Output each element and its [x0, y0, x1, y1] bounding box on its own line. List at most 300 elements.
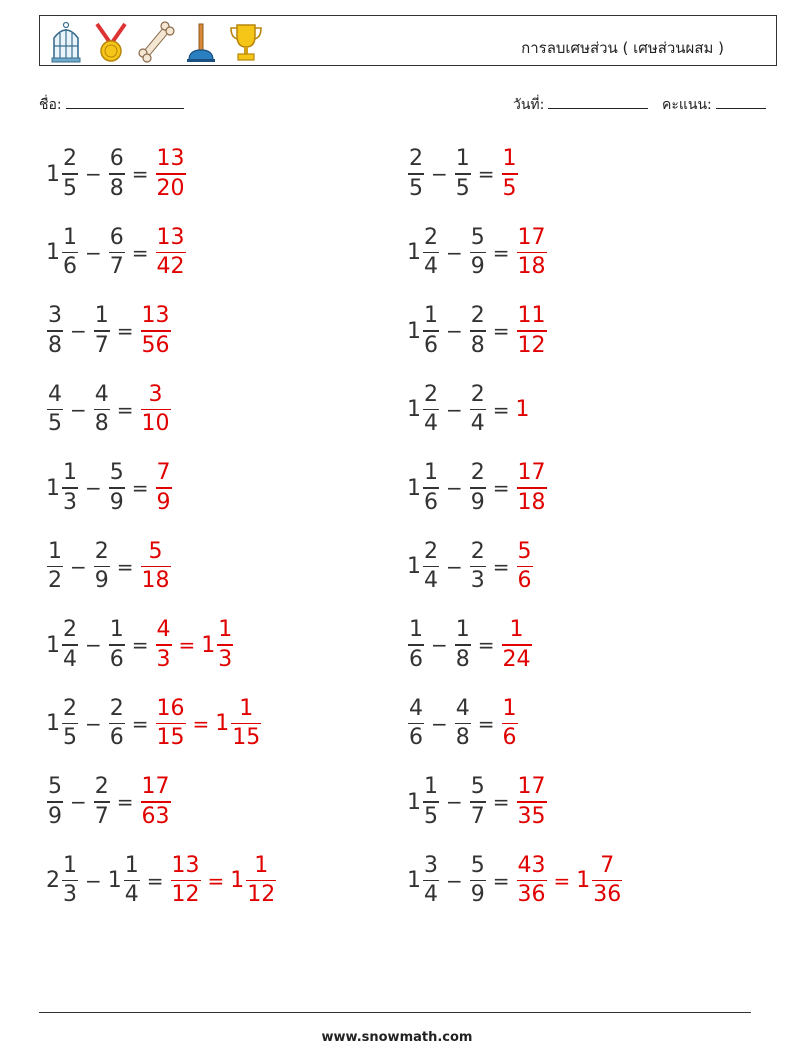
fraction	[94, 305, 110, 357]
denominator: 6	[109, 725, 124, 751]
fraction-bar	[455, 644, 471, 646]
numerator: 1	[455, 146, 470, 172]
numerator: 16	[156, 695, 185, 721]
fraction-bar	[423, 566, 439, 568]
fraction	[517, 538, 533, 594]
minus-sign: −	[70, 319, 87, 343]
fraction-bar	[62, 880, 78, 882]
numerator: 2	[63, 146, 77, 172]
numerator: 13	[141, 303, 170, 329]
equals-sign: =	[492, 397, 510, 422]
fraction-bar	[470, 566, 486, 568]
denominator: 6	[63, 254, 77, 280]
denominator: 6	[517, 568, 532, 594]
denominator: 5	[502, 175, 517, 201]
numerator: 2	[470, 303, 485, 329]
answer	[501, 148, 519, 200]
numerator: 1	[509, 617, 524, 643]
fraction	[62, 462, 78, 514]
denominator: 8	[455, 725, 470, 751]
denominator: 3	[63, 489, 77, 515]
fraction	[470, 381, 486, 437]
problem-item	[46, 299, 172, 363]
denominator: 7	[109, 254, 124, 280]
fraction	[423, 462, 439, 514]
fraction	[517, 224, 547, 280]
equals-sign: =	[131, 711, 149, 736]
numerator: 43	[517, 852, 546, 878]
equals-sign: =	[553, 868, 571, 893]
denominator: 3	[218, 646, 233, 672]
numerator: 13	[156, 224, 185, 250]
denominator: 6	[424, 332, 438, 358]
fraction	[62, 695, 78, 751]
denominator: 2	[48, 568, 62, 594]
fraction-bar	[408, 644, 424, 646]
trophy-icon	[226, 20, 266, 64]
fraction-bar	[141, 801, 171, 803]
answer	[140, 305, 172, 357]
numerator: 5	[148, 538, 163, 564]
answer	[155, 224, 187, 280]
numerator: 1	[502, 146, 517, 172]
answer	[155, 619, 235, 671]
equals-sign: =	[131, 633, 149, 657]
numerator: 7	[600, 852, 615, 878]
fraction-bar	[94, 409, 110, 411]
numerator: 2	[109, 695, 124, 721]
numerator: 17	[517, 460, 546, 486]
equals-sign: =	[492, 554, 510, 579]
numerator: 1	[218, 617, 233, 643]
denominator: 12	[517, 332, 546, 358]
score-blank	[716, 94, 766, 109]
whole-number: 1	[46, 711, 60, 736]
equals-sign: =	[192, 711, 210, 736]
numerator: 4	[455, 695, 470, 721]
equals-sign: =	[477, 633, 495, 657]
fraction	[47, 776, 63, 828]
fraction-bar	[109, 487, 125, 489]
fraction	[94, 538, 110, 594]
whole-number: 1	[46, 632, 60, 658]
minus-sign: −	[431, 633, 448, 657]
whole-number: 1	[215, 711, 230, 736]
fraction	[124, 852, 140, 908]
problem-item	[46, 770, 172, 834]
problem-item	[407, 613, 533, 677]
denominator: 56	[141, 332, 170, 358]
answer	[155, 462, 173, 514]
fraction-bar	[470, 409, 486, 411]
numerator: 1	[124, 852, 139, 878]
denominator: 7	[94, 332, 109, 358]
problem-item	[407, 299, 548, 363]
fraction	[156, 462, 172, 514]
numerator: 2	[470, 538, 485, 564]
equals-sign: =	[116, 554, 134, 579]
fraction-bar	[517, 487, 547, 489]
whole-number: 1	[407, 789, 421, 815]
numerator: 1	[63, 460, 77, 486]
numerator: 2	[424, 381, 438, 407]
answer	[155, 695, 263, 751]
denominator: 5	[424, 803, 438, 829]
fraction	[517, 852, 547, 908]
birdcage-icon	[46, 20, 86, 64]
problem-item	[407, 535, 534, 599]
problem-item	[46, 456, 173, 520]
denominator: 4	[424, 882, 438, 908]
denominator: 9	[470, 882, 485, 908]
fraction-bar	[423, 330, 439, 332]
fraction-bar	[156, 487, 172, 489]
fraction-bar	[94, 330, 110, 332]
numerator: 13	[171, 852, 200, 878]
whole-number: 1	[107, 868, 122, 893]
problem-item	[46, 142, 187, 206]
numerator: 5	[470, 852, 485, 878]
answer	[516, 462, 548, 514]
minus-sign: −	[446, 240, 463, 265]
denominator: 3	[470, 568, 485, 594]
numerator: 7	[156, 460, 171, 486]
name-field	[39, 94, 184, 116]
denominator: 4	[63, 646, 77, 672]
fraction	[62, 619, 78, 671]
fraction	[423, 776, 439, 828]
minus-sign: −	[431, 711, 448, 736]
header-icons	[46, 20, 266, 64]
minus-sign: −	[431, 162, 448, 186]
whole-number: 1	[407, 868, 421, 893]
numerator: 2	[94, 538, 109, 564]
denominator: 8	[48, 332, 62, 358]
numerator: 17	[141, 774, 170, 800]
numerator: 2	[470, 460, 485, 486]
fraction-bar	[141, 330, 171, 332]
denominator: 18	[517, 254, 546, 280]
date-blank	[548, 94, 648, 109]
numerator: 1	[48, 538, 62, 564]
denominator: 35	[517, 803, 546, 829]
whole-number: 2	[46, 868, 60, 893]
numerator: 1	[424, 774, 438, 800]
fraction	[423, 224, 439, 280]
fraction	[455, 695, 471, 751]
denominator: 4	[424, 411, 438, 437]
numerator: 6	[109, 224, 124, 250]
denominator: 9	[48, 803, 62, 829]
denominator: 15	[232, 725, 261, 751]
denominator: 6	[409, 725, 423, 751]
answer	[516, 305, 548, 357]
problem-item	[46, 613, 234, 677]
problem-item	[46, 378, 172, 442]
numerator: 2	[94, 774, 109, 800]
answer-whole: 1	[515, 397, 530, 422]
equals-sign: =	[116, 790, 134, 814]
equals-sign: =	[477, 162, 495, 186]
name-blank	[66, 94, 184, 109]
fraction	[470, 538, 486, 594]
denominator: 10	[141, 411, 170, 437]
numerator: 5	[517, 538, 532, 564]
fraction-bar	[109, 252, 125, 254]
fraction	[141, 381, 171, 437]
numerator: 4	[156, 617, 171, 643]
fraction-bar	[517, 801, 547, 803]
whole-number: 1	[407, 318, 421, 344]
numerator: 5	[470, 774, 485, 800]
medal-icon	[91, 20, 131, 64]
fraction	[47, 305, 63, 357]
fraction-bar	[109, 723, 125, 725]
fraction-bar	[470, 880, 486, 882]
whole-number: 1	[46, 240, 60, 265]
fraction	[408, 695, 424, 751]
fraction	[502, 619, 532, 671]
fraction	[470, 305, 486, 357]
fraction	[517, 776, 547, 828]
fraction-bar	[109, 644, 125, 646]
numerator: 4	[94, 381, 109, 407]
numerator: 1	[409, 617, 423, 643]
denominator: 8	[470, 332, 485, 358]
fraction	[156, 619, 172, 671]
plunger-icon	[181, 20, 221, 64]
fraction-bar	[62, 173, 78, 175]
fraction	[408, 148, 424, 200]
whole-number: 1	[576, 868, 591, 893]
score-label: คะแนน:	[662, 97, 712, 113]
answer	[516, 397, 531, 422]
denominator: 9	[470, 254, 485, 280]
fraction	[423, 305, 439, 357]
answer	[501, 619, 533, 671]
equals-sign: =	[131, 162, 149, 186]
whole-number: 1	[407, 554, 421, 579]
fraction-bar	[246, 880, 276, 882]
minus-sign: −	[85, 162, 102, 186]
fraction	[47, 538, 63, 594]
denominator: 18	[141, 568, 170, 594]
answer	[140, 381, 172, 437]
whole-number: 1	[46, 475, 60, 501]
fraction-bar	[47, 409, 63, 411]
denominator: 5	[455, 175, 470, 201]
fraction	[217, 619, 233, 671]
fraction	[94, 381, 110, 437]
fraction	[47, 381, 63, 437]
equals-sign: =	[207, 868, 225, 893]
date-label: วันที่:	[513, 97, 545, 113]
fraction-bar	[502, 173, 518, 175]
problem-item	[46, 692, 262, 756]
denominator: 6	[424, 489, 438, 515]
fraction	[62, 224, 78, 280]
numerator: 1	[455, 617, 470, 643]
whole-number: 1	[46, 161, 60, 187]
denominator: 4	[124, 882, 139, 908]
minus-sign: −	[85, 476, 102, 500]
minus-sign: −	[446, 476, 463, 500]
fraction-bar	[47, 330, 63, 332]
equals-sign: =	[131, 240, 149, 265]
fraction-bar	[124, 880, 140, 882]
fraction	[109, 148, 125, 200]
denominator: 8	[94, 411, 109, 437]
numerator: 3	[148, 381, 163, 407]
denominator: 3	[156, 646, 171, 672]
fraction-bar	[62, 252, 78, 254]
denominator: 18	[517, 489, 546, 515]
equals-sign: =	[492, 319, 510, 343]
answer	[516, 538, 534, 594]
fraction-bar	[517, 566, 533, 568]
problem-item	[407, 142, 519, 206]
answer	[516, 224, 548, 280]
numerator: 5	[109, 460, 124, 486]
header-box	[39, 15, 777, 66]
fraction-bar	[171, 880, 201, 882]
name-label: ชื่อ:	[39, 97, 62, 113]
denominator: 9	[470, 489, 485, 515]
fraction	[470, 852, 486, 908]
answer	[516, 776, 548, 828]
fraction	[109, 695, 125, 751]
fraction-bar	[156, 252, 186, 254]
denominator: 8	[109, 175, 124, 201]
minus-sign: −	[446, 397, 463, 422]
fraction-bar	[470, 330, 486, 332]
fraction-bar	[408, 723, 424, 725]
equals-sign: =	[146, 868, 164, 893]
fraction-bar	[156, 723, 186, 725]
denominator: 9	[109, 489, 124, 515]
fraction	[470, 462, 486, 514]
numerator: 11	[517, 303, 546, 329]
fraction-bar	[517, 880, 547, 882]
fraction	[246, 852, 276, 908]
minus-sign: −	[85, 868, 102, 893]
numerator: 4	[48, 381, 62, 407]
answer	[170, 852, 278, 908]
equals-sign: =	[116, 319, 134, 343]
numerator: 17	[517, 774, 546, 800]
denominator: 20	[156, 175, 185, 201]
answer	[140, 776, 172, 828]
problem-item	[407, 849, 623, 913]
fraction-bar	[502, 723, 518, 725]
fraction-bar	[109, 173, 125, 175]
numerator: 13	[156, 146, 185, 172]
denominator: 7	[94, 803, 109, 829]
fraction	[517, 462, 547, 514]
fraction-bar	[502, 644, 532, 646]
numerator: 1	[424, 303, 438, 329]
fraction-bar	[47, 801, 63, 803]
fraction	[470, 224, 486, 280]
fraction-bar	[517, 330, 547, 332]
footer-divider	[39, 1012, 751, 1013]
equals-sign: =	[492, 790, 510, 814]
fraction	[109, 462, 125, 514]
numerator: 5	[48, 774, 62, 800]
minus-sign: −	[85, 240, 102, 265]
numerator: 1	[502, 695, 517, 721]
answer	[155, 148, 187, 200]
numerator: 1	[239, 695, 254, 721]
denominator: 5	[63, 725, 77, 751]
fraction	[423, 538, 439, 594]
fraction	[517, 305, 547, 357]
answer	[140, 538, 172, 594]
numerator: 2	[63, 695, 77, 721]
fraction	[502, 148, 518, 200]
fraction-bar	[423, 801, 439, 803]
fraction-bar	[94, 566, 110, 568]
fraction-bar	[517, 252, 547, 254]
problem-item	[46, 535, 172, 599]
minus-sign: −	[446, 554, 463, 579]
fraction	[156, 695, 186, 751]
fraction-bar	[62, 487, 78, 489]
fraction-bar	[62, 723, 78, 725]
fraction-bar	[408, 173, 424, 175]
score-field	[662, 94, 766, 116]
fraction-bar	[423, 880, 439, 882]
denominator: 4	[424, 254, 438, 280]
fraction-bar	[592, 880, 622, 882]
problem-item	[46, 849, 277, 913]
numerator: 3	[424, 852, 438, 878]
answer	[501, 695, 519, 751]
fraction	[62, 148, 78, 200]
numerator: 1	[63, 224, 77, 250]
fraction	[455, 619, 471, 671]
page-title: การลบเศษส่วน ( เศษส่วนผสม )	[521, 39, 724, 57]
minus-sign: −	[446, 868, 463, 893]
minus-sign: −	[70, 397, 87, 422]
equals-sign: =	[131, 476, 149, 500]
numerator: 5	[470, 224, 485, 250]
fraction	[502, 695, 518, 751]
fraction	[408, 619, 424, 671]
denominator: 6	[409, 646, 423, 672]
denominator: 15	[156, 725, 185, 751]
equals-sign: =	[116, 397, 134, 422]
numerator: 1	[94, 303, 109, 329]
problem-item	[46, 221, 187, 285]
problem-item	[407, 221, 548, 285]
denominator: 4	[424, 568, 438, 594]
numerator: 2	[424, 224, 438, 250]
fraction-bar	[94, 801, 110, 803]
denominator: 8	[455, 646, 470, 672]
fraction	[470, 776, 486, 828]
denominator: 5	[409, 175, 423, 201]
numerator: 1	[424, 460, 438, 486]
problem-item	[407, 692, 519, 756]
fraction	[171, 852, 201, 908]
minus-sign: −	[446, 790, 463, 814]
footer-url: www.snowmath.com	[321, 1030, 473, 1045]
denominator: 6	[109, 646, 124, 672]
fraction	[592, 852, 622, 908]
fraction-bar	[141, 566, 171, 568]
whole-number: 1	[230, 868, 245, 893]
